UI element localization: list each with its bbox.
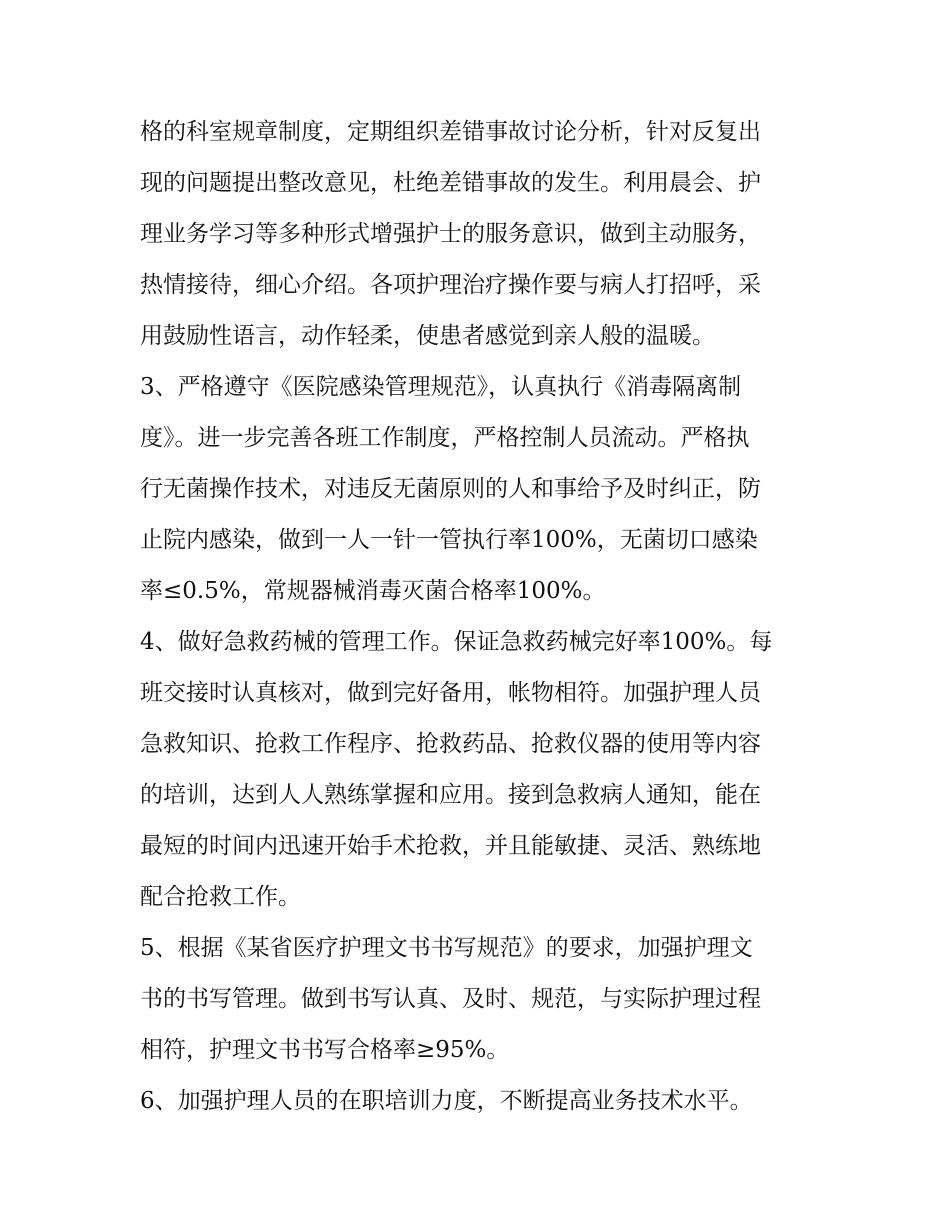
text-line: 相符，护理文书书写合格率≥95%。 <box>140 1037 510 1063</box>
text-line: 现的问题提出整改意见，杜绝差错事故的发生。利用晨会、护 <box>140 170 761 196</box>
text-line: 5、根据《某省医疗护理文书书写规范》的要求，加强护理文 <box>140 935 753 961</box>
text-line: 书的书写管理。做到书写认真、及时、规范，与实际护理过程 <box>140 986 761 1012</box>
text-line: 的培训，达到人人熟练掌握和应用。接到急救病人通知，能在 <box>140 782 761 808</box>
text-line: 行无菌操作技术，对违反无菌原则的人和事给予及时纠正，防 <box>140 476 761 502</box>
text-line: 4、做好急救药械的管理工作。保证急救药械完好率100%。每 <box>140 629 773 655</box>
document-body <box>140 107 820 1127</box>
text-line: 格的科室规章制度，定期组织差错事故讨论分析，针对反复出 <box>140 119 761 145</box>
paragraph-rules-service <box>140 107 820 362</box>
text-line: 止院内感染，做到一人一针一管执行率100%，无菌切口感染 <box>140 527 758 553</box>
text-line: 热情接待，细心介绍。各项护理治疗操作要与病人打招呼，采 <box>140 272 761 298</box>
text-line: 急救知识、抢救工作程序、抢救药品、抢救仪器的使用等内容 <box>140 731 761 757</box>
paragraph-item-5-nursing-records <box>140 923 820 1076</box>
text-line: 配合抢救工作。 <box>140 884 301 910</box>
text-line: 3、严格遵守《医院感染管理规范》，认真执行《消毒隔离制 <box>140 374 742 400</box>
text-line: 班交接时认真核对，做到完好备用，帐物相符。加强护理人员 <box>140 680 761 706</box>
paragraph-item-4-emergency-drugs <box>140 617 820 923</box>
text-line: 最短的时间内迅速开始手术抢救，并且能敏捷、灵活、熟练地 <box>140 833 761 859</box>
text-line: 用鼓励性语言，动作轻柔，使患者感觉到亲人般的温暖。 <box>140 323 715 349</box>
text-line: 理业务学习等多种形式增强护士的服务意识，做到主动服务， <box>140 221 761 247</box>
text-line: 度》。进一步完善各班工作制度，严格控制人员流动。严格执 <box>140 425 750 451</box>
text-line: 率≤0.5%，常规器械消毒灭菌合格率100%。 <box>140 578 606 604</box>
text-line: 6、加强护理人员的在职培训力度，不断提高业务技术水平。 <box>140 1088 753 1114</box>
paragraph-item-3-infection-control <box>140 362 820 617</box>
paragraph-item-6-training <box>140 1076 820 1127</box>
